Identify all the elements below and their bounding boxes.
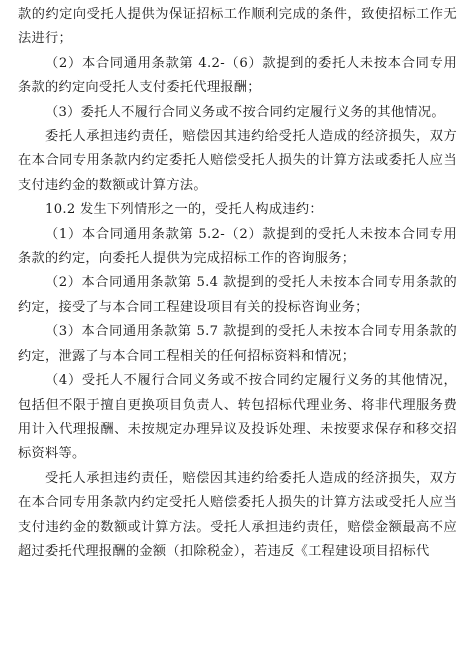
- paragraph-client-breach-item-3: （3）委托人不履行合同义务或不按合同约定履行义务的其他情况。: [45, 104, 445, 120]
- paragraph-agent-breach-item-4: （4）受托人不履行合同义务或不按合同约定履行义务的其他情况，包括但不限于擅自更换项目负责人、转包招标代理业务、将非代理服务费用计入代理报酬、未按规定办理异议及投诉处理、未按要求保存和移交招标资料等。: [18, 373, 457, 462]
- paragraph-continued-intro: 款的约定向受托人提供为保证招标工作顺利完成的条件，致使招标工作无法进行；: [18, 7, 457, 47]
- paragraph-agent-liability: 受托人承担违约责任，赔偿因其违约给委托人造成的经济损失，双方在本合同专用条款内约定受托人赔偿委托人损失的计算方法或受托人应当支付违约金的数额或计算方法。受托人承担违约责任，赔偿金额最高不应超过委托代理报酬的金额（扣除税金），若违反《工程建设项目招标代: [18, 470, 457, 559]
- paragraph-client-liability: 委托人承担违约责任，赔偿因其违约给受托人造成的经济损失，双方在本合同专用条款内约定委托人赔偿受托人损失的计算方法或委托人应当支付违约金的数额或计算方法。: [18, 129, 457, 193]
- paragraph-agent-breach-item-3: （3）本合同通用条款第 5.7 款提到的受托人未按本合同专用条款的约定，泄露了与本合同工程相关的任何招标资料和情况；: [18, 324, 457, 364]
- paragraph-clause-10-2-heading: 10.2 发生下列情形之一的，受托人构成违约：: [45, 202, 323, 218]
- paragraph-agent-breach-item-1: （1）本合同通用条款第 5.2-（2）款提到的受托人未按本合同专用条款的约定，向委托人提供为完成招标工作的咨询服务；: [18, 226, 457, 267]
- paragraph-client-breach-item-2: （2）本合同通用条款第 4.2-（6）款提到的委托人未按本合同专用条款的约定向受托人支付委托代理报酬；: [18, 55, 457, 96]
- paragraph-agent-breach-item-2: （2）本合同通用条款第 5.4 款提到的受托人未按本合同专用条款的约定，接受了与本合同工程建设项目有关的投标咨询业务；: [18, 275, 457, 315]
